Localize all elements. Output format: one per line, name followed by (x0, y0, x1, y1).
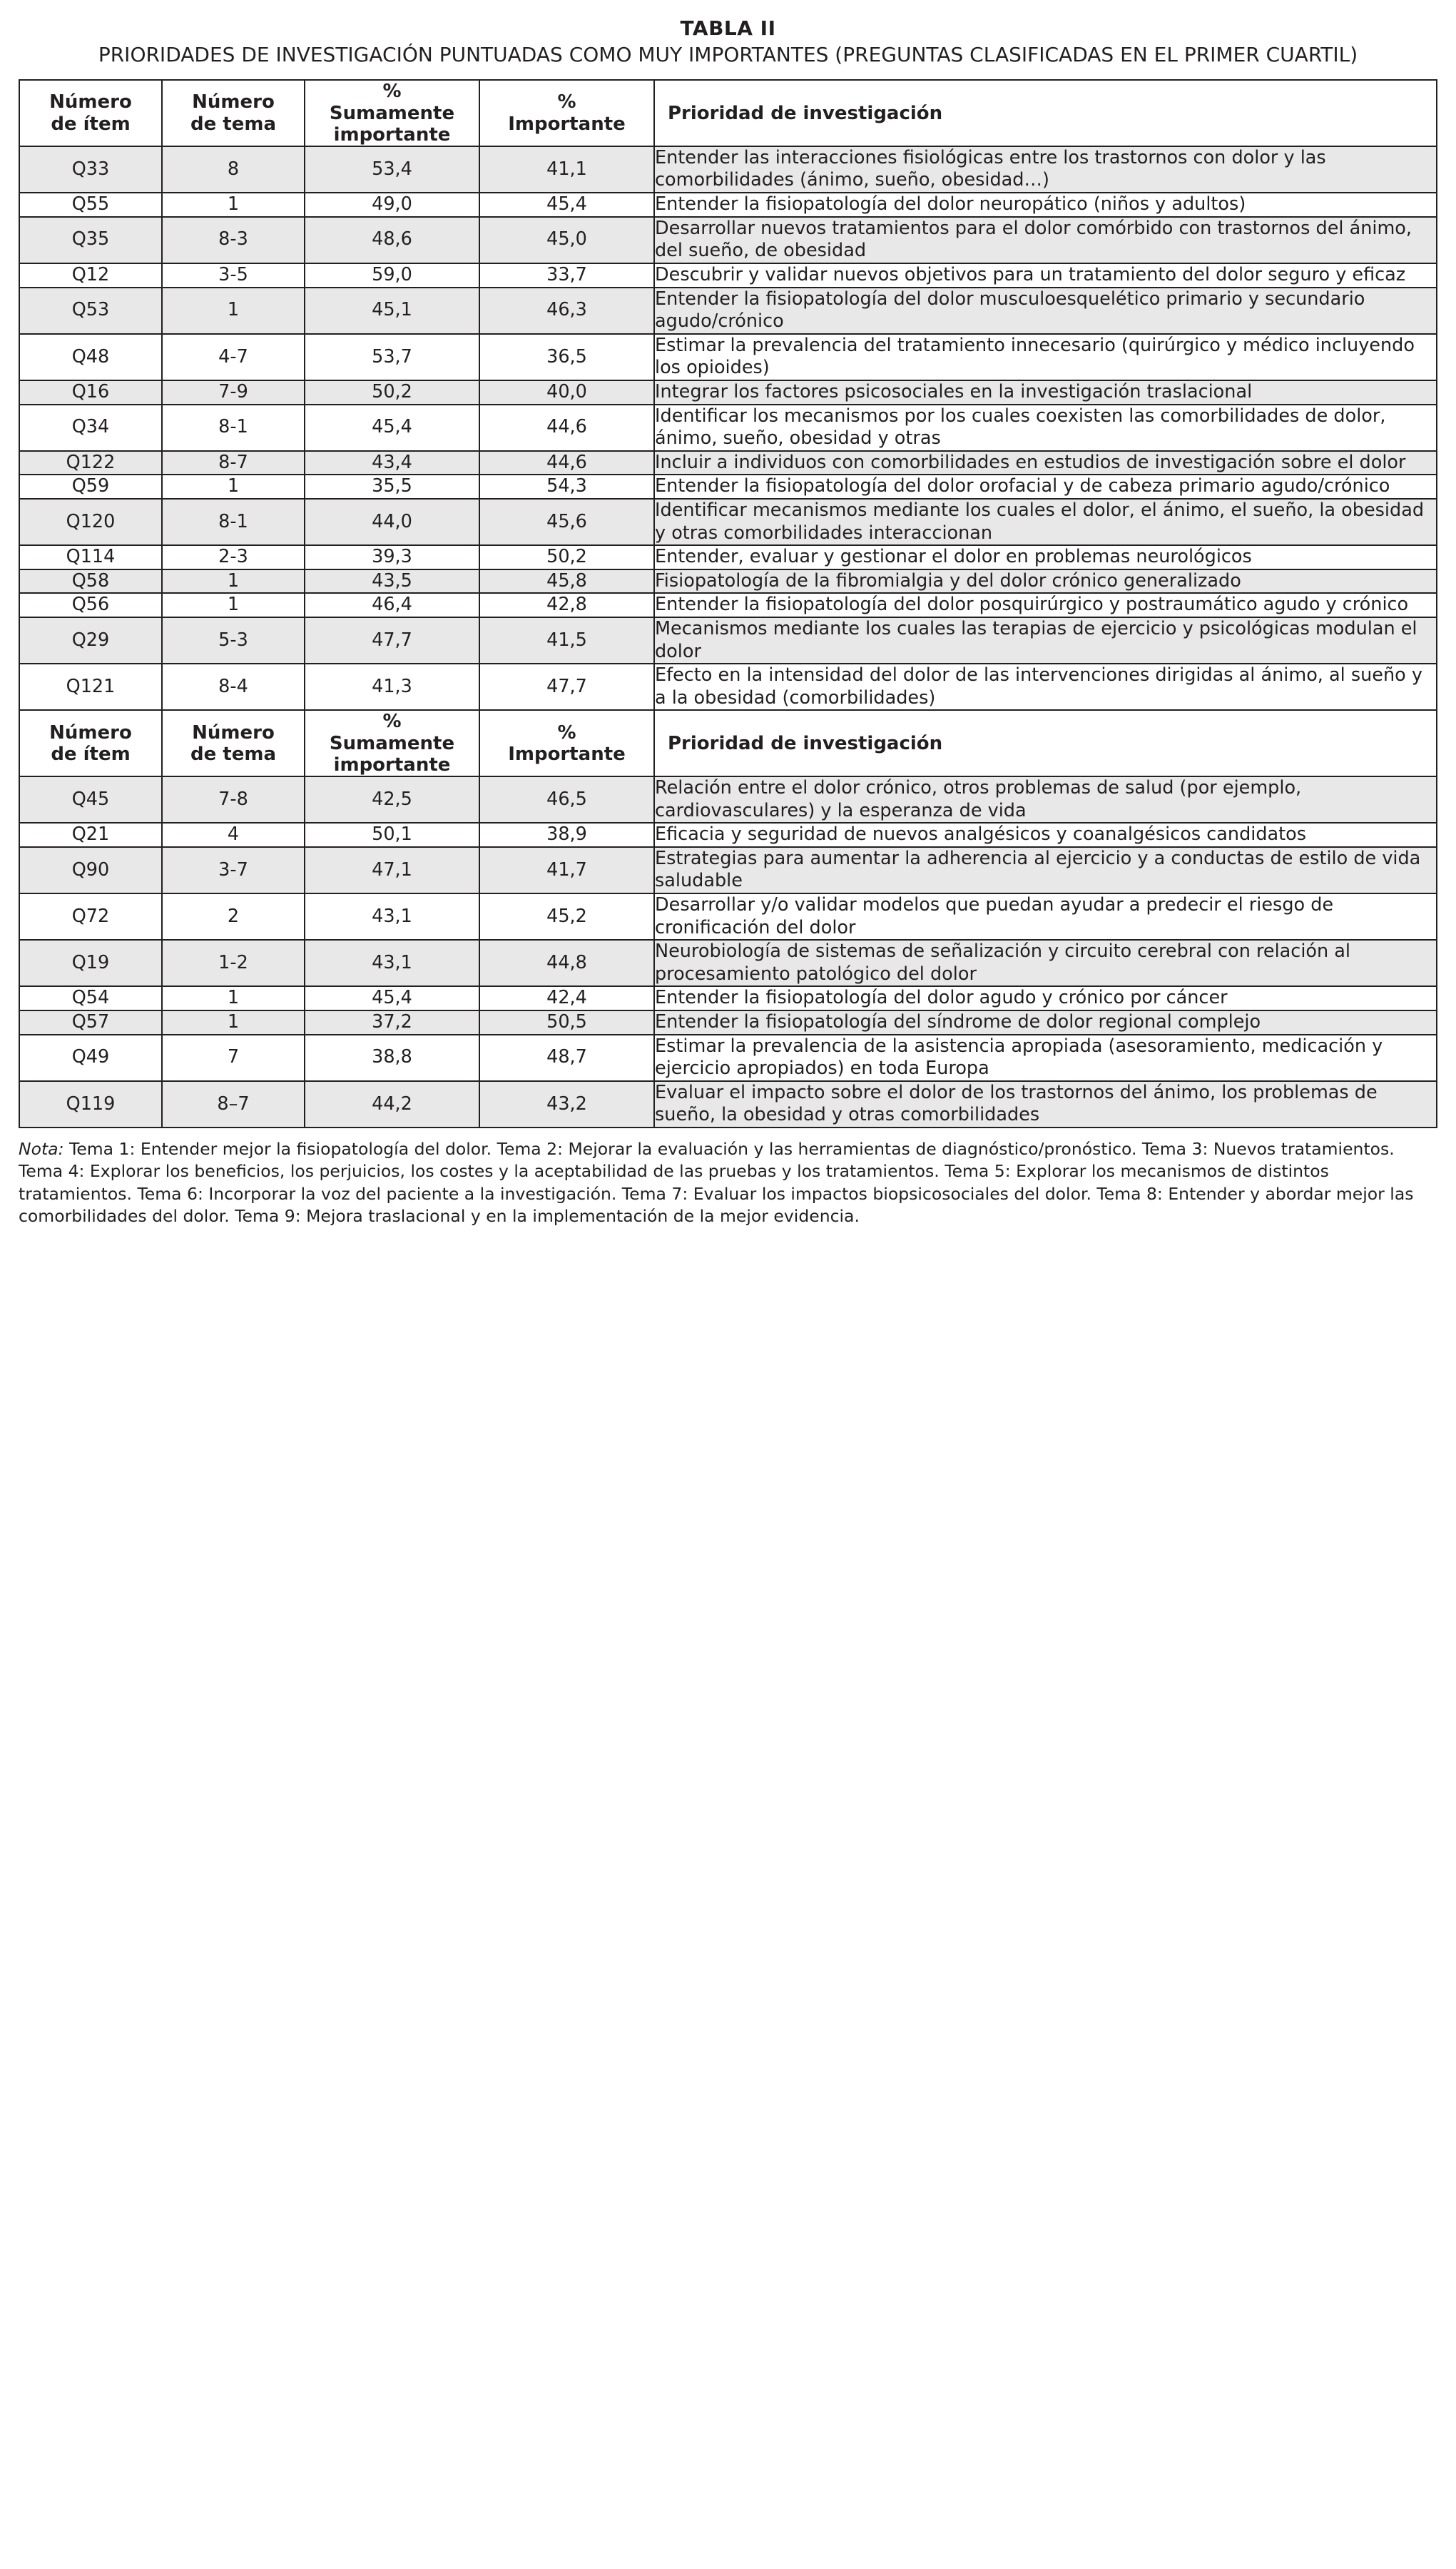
cell-item-number: Q120 (19, 499, 162, 545)
table-row (19, 288, 1437, 334)
cell-pct-sumamente: 43,4 (305, 451, 479, 475)
cell-pct-importante: 41,5 (479, 617, 654, 664)
cell-item-number: Q21 (19, 823, 162, 847)
cell-tema-number: 1 (162, 288, 305, 334)
cell-pct-importante: 45,8 (479, 569, 654, 594)
cell-pct-importante: 42,4 (479, 986, 654, 1010)
cell-pct-importante: 47,7 (479, 664, 654, 710)
cell-prioridad-text: Neurobiología de sistemas de señalización y circuito cerebral con relación al procesamiento patológico del dolor (654, 940, 1437, 986)
cell-pct-importante: 45,6 (479, 499, 654, 545)
cell-prioridad-text: Entender la fisiopatología del dolor agudo y crónico por cáncer (654, 986, 1437, 1010)
cell-pct-sumamente: 47,7 (305, 617, 479, 664)
cell-pct-sumamente: 42,5 (305, 776, 479, 823)
cell-pct-sumamente: 50,2 (305, 380, 479, 405)
table-row (19, 499, 1437, 545)
cell-pct-importante: 45,2 (479, 893, 654, 940)
note-label: Nota: (19, 1139, 64, 1160)
table-row (19, 475, 1437, 499)
cell-pct-sumamente: 53,4 (305, 146, 479, 193)
cell-pct-sumamente: 59,0 (305, 263, 479, 288)
cell-prioridad-text: Identificar los mecanismos por los cuales coexisten las comorbilidades de dolor, ánimo, sueño, obesidad y otras (654, 405, 1437, 451)
cell-prioridad-text: Fisiopatología de la fibromialgia y del dolor crónico generalizado (654, 569, 1437, 594)
table-number: TABLA II (680, 16, 776, 40)
cell-prioridad-text: Identificar mecanismos mediante los cuales el dolor, el ánimo, el sueño, la obesidad y otras comorbilidades interaccionan (654, 499, 1437, 545)
cell-pct-sumamente: 39,3 (305, 545, 479, 569)
cell-prioridad-text: Efecto en la intensidad del dolor de las intervenciones dirigidas al ánimo, al sueño y a la obesidad (comorbilidades) (654, 664, 1437, 710)
cell-tema-number: 8-3 (162, 217, 305, 263)
cell-prioridad-text: Entender las interacciones fisiológicas entre los trastornos con dolor y las comorbilidades (ánimo, sueño, obesidad…) (654, 146, 1437, 193)
cell-prioridad-text: Mecanismos mediante los cuales las terapias de ejercicio y psicológicas modulan el dolor (654, 617, 1437, 664)
cell-tema-number: 5-3 (162, 617, 305, 664)
cell-tema-number: 8-7 (162, 451, 305, 475)
column-header-item-line-1: Número (49, 721, 132, 744)
cell-pct-importante: 44,6 (479, 451, 654, 475)
table-row (19, 940, 1437, 986)
note-text: Tema 1: Entender mejor la fisiopatología del dolor. Tema 2: Mejorar la evaluación y las herramientas de diagnóstico/pronóstico. Tema 3: Nuevos tratamientos. Tema 4: Explorar los beneficios, los perjuicios, los costes y la aceptabilidad de las pruebas y los tratamientos. Tema 5: Explorar los mecanismos de distintos tratamientos. Tema 6: Incorporar la voz del paciente a la investigación. Tema 7: Evaluar los impactos biopsicosociales del dolor. Tema 8: Entender y abordar mejor las comorbilidades del dolor. Tema 9: Mejora traslacional y en la implementación de la mejor evidencia. (19, 1139, 1414, 1226)
cell-pct-sumamente: 46,4 (305, 593, 479, 617)
cell-item-number: Q12 (19, 263, 162, 288)
table-row (19, 380, 1437, 405)
column-header-prioridad-line-1: Prioridad de investigación (668, 102, 943, 124)
cell-pct-importante: 44,8 (479, 940, 654, 986)
cell-item-number: Q57 (19, 1010, 162, 1035)
table-row (19, 847, 1437, 893)
table-row (19, 263, 1437, 288)
column-header-sumamente-line-3: importante (333, 754, 451, 776)
cell-pct-sumamente: 53,7 (305, 334, 479, 380)
table-row (19, 776, 1437, 823)
table-row (19, 405, 1437, 451)
table-row (19, 593, 1437, 617)
table-row (19, 823, 1437, 847)
cell-item-number: Q48 (19, 334, 162, 380)
table-row (19, 617, 1437, 664)
table-row (19, 1081, 1437, 1128)
cell-item-number: Q90 (19, 847, 162, 893)
cell-pct-sumamente: 38,8 (305, 1035, 479, 1081)
cell-pct-importante: 33,7 (479, 263, 654, 288)
column-header-item-line-1: Número (49, 91, 132, 113)
column-header-item (19, 710, 162, 776)
cell-pct-sumamente: 45,1 (305, 288, 479, 334)
cell-tema-number: 8-1 (162, 405, 305, 451)
cell-tema-number: 2-3 (162, 545, 305, 569)
cell-pct-sumamente: 50,1 (305, 823, 479, 847)
cell-tema-number: 1 (162, 593, 305, 617)
cell-prioridad-text: Entender la fisiopatología del dolor orofacial y de cabeza primario agudo/crónico (654, 475, 1437, 499)
table-row (19, 986, 1437, 1010)
cell-item-number: Q16 (19, 380, 162, 405)
cell-tema-number: 8-4 (162, 664, 305, 710)
cell-tema-number: 3-7 (162, 847, 305, 893)
cell-pct-importante: 44,6 (479, 405, 654, 451)
column-header-sumamente-line-2: Sumamente (329, 102, 455, 124)
cell-item-number: Q122 (19, 451, 162, 475)
cell-item-number: Q119 (19, 1081, 162, 1128)
table-row (19, 1035, 1437, 1081)
cell-pct-importante: 38,9 (479, 823, 654, 847)
cell-pct-importante: 41,7 (479, 847, 654, 893)
cell-pct-importante: 50,5 (479, 1010, 654, 1035)
cell-pct-importante: 48,7 (479, 1035, 654, 1081)
table-title-block (19, 16, 1437, 68)
cell-prioridad-text: Incluir a individuos con comorbilidades en estudios de investigación sobre el dolor (654, 451, 1437, 475)
cell-prioridad-text: Entender la fisiopatología del síndrome de dolor regional complejo (654, 1010, 1437, 1035)
column-header-sumamente (305, 80, 479, 146)
cell-tema-number: 1-2 (162, 940, 305, 986)
cell-pct-sumamente: 43,1 (305, 893, 479, 940)
cell-prioridad-text: Relación entre el dolor crónico, otros problemas de salud (por ejemplo, cardiovasculares) y la esperanza de vida (654, 776, 1437, 823)
column-header-importante-line-1: % (557, 721, 576, 744)
cell-prioridad-text: Desarrollar y/o validar modelos que puedan ayudar a predecir el riesgo de cronificación del dolor (654, 893, 1437, 940)
cell-pct-importante: 40,0 (479, 380, 654, 405)
cell-pct-importante: 42,8 (479, 593, 654, 617)
cell-pct-sumamente: 45,4 (305, 405, 479, 451)
column-header-tema (162, 710, 305, 776)
column-header-importante-line-2: Importante (508, 743, 626, 765)
cell-prioridad-text: Estrategias para aumentar la adherencia al ejercicio y a conductas de estilo de vida saludable (654, 847, 1437, 893)
cell-pct-sumamente: 47,1 (305, 847, 479, 893)
column-header-sumamente-line-2: Sumamente (329, 732, 455, 754)
cell-pct-sumamente: 43,5 (305, 569, 479, 594)
column-header-item (19, 80, 162, 146)
cell-prioridad-text: Eficacia y seguridad de nuevos analgésicos y coanalgésicos candidatos (654, 823, 1437, 847)
cell-tema-number: 1 (162, 986, 305, 1010)
column-header-item-line-2: de ítem (51, 113, 131, 135)
column-header-tema-line-2: de tema (190, 113, 276, 135)
cell-prioridad-text: Descubrir y validar nuevos objetivos para un tratamiento del dolor seguro y eficaz (654, 263, 1437, 288)
cell-tema-number: 8-1 (162, 499, 305, 545)
cell-pct-importante: 45,0 (479, 217, 654, 263)
column-header-sumamente-line-1: % (382, 81, 402, 103)
cell-prioridad-text: Entender la fisiopatología del dolor posquirúrgico y postraumático agudo y crónico (654, 593, 1437, 617)
column-header-importante (479, 710, 654, 776)
cell-item-number: Q72 (19, 893, 162, 940)
cell-pct-sumamente: 35,5 (305, 475, 479, 499)
table-row (19, 569, 1437, 594)
cell-pct-sumamente: 44,2 (305, 1081, 479, 1128)
cell-item-number: Q35 (19, 217, 162, 263)
table-row (19, 451, 1437, 475)
cell-item-number: Q45 (19, 776, 162, 823)
cell-pct-importante: 46,5 (479, 776, 654, 823)
table-header-row (19, 80, 1437, 146)
cell-item-number: Q34 (19, 405, 162, 451)
cell-item-number: Q121 (19, 664, 162, 710)
table-note (19, 1138, 1437, 1227)
column-header-prioridad (654, 80, 1437, 146)
cell-item-number: Q19 (19, 940, 162, 986)
cell-tema-number: 1 (162, 569, 305, 594)
cell-tema-number: 1 (162, 475, 305, 499)
cell-pct-importante: 36,5 (479, 334, 654, 380)
cell-pct-importante: 46,3 (479, 288, 654, 334)
priorities-table (19, 79, 1437, 1128)
cell-item-number: Q49 (19, 1035, 162, 1081)
table-page (0, 0, 1456, 1240)
column-header-tema-line-1: Número (192, 721, 275, 744)
column-header-sumamente-line-1: % (382, 711, 402, 733)
cell-tema-number: 8 (162, 146, 305, 193)
column-header-tema-line-2: de tema (190, 743, 276, 765)
cell-tema-number: 4 (162, 823, 305, 847)
cell-prioridad-text: Evaluar el impacto sobre el dolor de los trastornos del ánimo, los problemas de sueño, la obesidad y otras comorbilidades (654, 1081, 1437, 1128)
column-header-importante-line-1: % (557, 91, 576, 113)
cell-item-number: Q56 (19, 593, 162, 617)
column-header-sumamente (305, 710, 479, 776)
cell-pct-sumamente: 44,0 (305, 499, 479, 545)
table-header-row (19, 710, 1437, 776)
table-row (19, 1010, 1437, 1035)
cell-item-number: Q114 (19, 545, 162, 569)
column-header-item-line-2: de ítem (51, 743, 131, 765)
cell-prioridad-text: Estimar la prevalencia del tratamiento innecesario (quirúrgico y médico incluyendo los opioides) (654, 334, 1437, 380)
cell-prioridad-text: Estimar la prevalencia de la asistencia apropiada (asesoramiento, medicación y ejercicio apropiados) en toda Europa (654, 1035, 1437, 1081)
cell-prioridad-text: Desarrollar nuevos tratamientos para el dolor comórbido con trastornos del ánimo, del sueño, de obesidad (654, 217, 1437, 263)
cell-tema-number: 7-9 (162, 380, 305, 405)
cell-prioridad-text: Integrar los factores psicosociales en la investigación traslacional (654, 380, 1437, 405)
table-row (19, 146, 1437, 193)
cell-pct-importante: 41,1 (479, 146, 654, 193)
table-row (19, 545, 1437, 569)
cell-pct-sumamente: 41,3 (305, 664, 479, 710)
cell-pct-importante: 54,3 (479, 475, 654, 499)
table-row (19, 193, 1437, 217)
cell-prioridad-text: Entender la fisiopatología del dolor neuropático (niños y adultos) (654, 193, 1437, 217)
table-row (19, 893, 1437, 940)
column-header-prioridad-line-1: Prioridad de investigación (668, 732, 943, 754)
cell-tema-number: 7-8 (162, 776, 305, 823)
cell-tema-number: 8–7 (162, 1081, 305, 1128)
cell-tema-number: 1 (162, 1010, 305, 1035)
cell-pct-sumamente: 37,2 (305, 1010, 479, 1035)
column-header-importante-line-2: Importante (508, 113, 626, 135)
column-header-tema (162, 80, 305, 146)
column-header-sumamente-line-3: importante (333, 123, 451, 146)
column-header-importante (479, 80, 654, 146)
cell-tema-number: 2 (162, 893, 305, 940)
cell-pct-importante: 45,4 (479, 193, 654, 217)
cell-item-number: Q54 (19, 986, 162, 1010)
table-row (19, 334, 1437, 380)
cell-item-number: Q55 (19, 193, 162, 217)
column-header-prioridad (654, 710, 1437, 776)
column-header-tema-line-1: Número (192, 91, 275, 113)
cell-item-number: Q53 (19, 288, 162, 334)
cell-pct-sumamente: 43,1 (305, 940, 479, 986)
cell-pct-importante: 50,2 (479, 545, 654, 569)
table-row (19, 664, 1437, 710)
cell-tema-number: 3-5 (162, 263, 305, 288)
cell-prioridad-text: Entender la fisiopatología del dolor musculoesquelético primario y secundario agudo/crónico (654, 288, 1437, 334)
table-body (19, 80, 1437, 1128)
cell-item-number: Q58 (19, 569, 162, 594)
cell-pct-sumamente: 49,0 (305, 193, 479, 217)
cell-prioridad-text: Entender, evaluar y gestionar el dolor en problemas neurológicos (654, 545, 1437, 569)
cell-pct-sumamente: 48,6 (305, 217, 479, 263)
cell-item-number: Q59 (19, 475, 162, 499)
cell-tema-number: 1 (162, 193, 305, 217)
table-row (19, 217, 1437, 263)
cell-tema-number: 4-7 (162, 334, 305, 380)
cell-pct-importante: 43,2 (479, 1081, 654, 1128)
cell-item-number: Q33 (19, 146, 162, 193)
cell-pct-sumamente: 45,4 (305, 986, 479, 1010)
cell-item-number: Q29 (19, 617, 162, 664)
cell-tema-number: 7 (162, 1035, 305, 1081)
table-caption: PRIORIDADES DE INVESTIGACIÓN PUNTUADAS COMO MUY IMPORTANTES (PREGUNTAS CLASIFICADAS EN EL PRIMER CUARTIL) (98, 43, 1358, 66)
